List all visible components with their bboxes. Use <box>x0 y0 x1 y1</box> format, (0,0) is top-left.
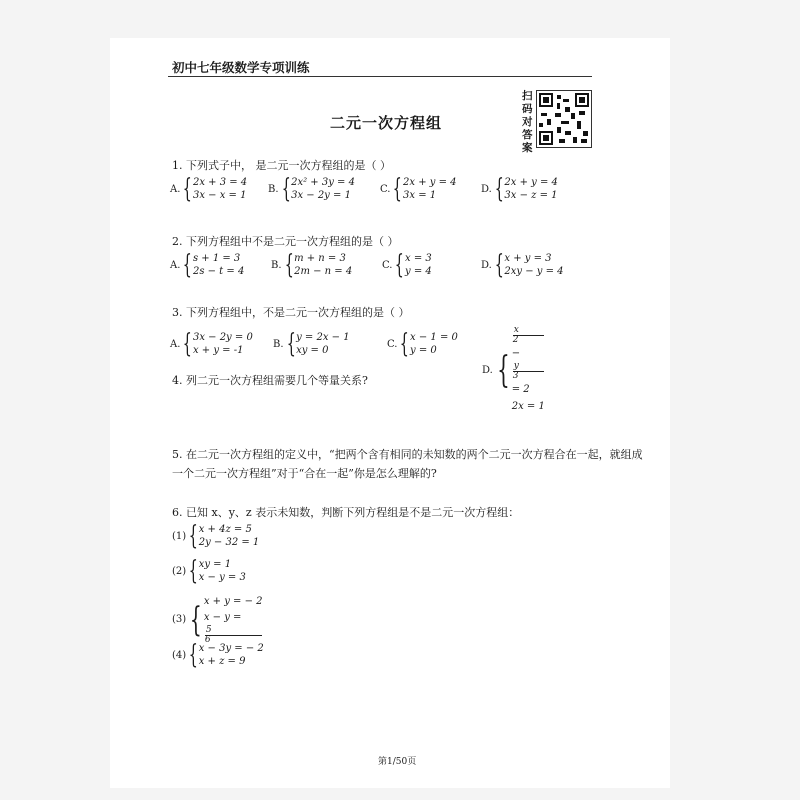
equation: x − 3y = − 2 <box>198 643 264 654</box>
q6-item-3[interactable] <box>172 594 263 645</box>
brace-icon: { <box>183 250 193 280</box>
item-label: (1) <box>172 530 187 542</box>
equation: x − y = 3 <box>198 572 246 583</box>
brace-icon: { <box>494 250 504 280</box>
q3-option-d[interactable] <box>482 326 545 415</box>
q5-line1: 5. 在二元一次方程组的定义中，“把两个含有相同的未知数的两个二元一次方程合在一起，就组成 <box>172 448 643 461</box>
fraction-numerator: 5 <box>205 626 262 636</box>
equation: x + y = 3 <box>504 253 552 264</box>
option-letter: A. <box>170 183 181 195</box>
fraction-denominator: 6 <box>204 635 211 645</box>
q4-stem: 4. 列二元一次方程组需要几个等量关系? <box>172 374 368 387</box>
equation: 2m − n = 4 <box>294 266 353 277</box>
q3-option-a[interactable] <box>170 331 253 357</box>
equation: 2x + 3 = 4 <box>192 177 248 188</box>
equation: x + y = -1 <box>192 345 244 356</box>
q6-item-4[interactable] <box>172 642 264 668</box>
q3-option-c[interactable] <box>387 331 458 357</box>
option-letter: C. <box>380 183 391 195</box>
qr-label: 扫码对答案 <box>522 90 533 154</box>
brace-icon: { <box>188 556 198 586</box>
equation: y = 0 <box>410 345 437 356</box>
brace-icon: { <box>494 174 504 204</box>
option-letter: B. <box>268 183 279 195</box>
option-letter: A. <box>170 259 181 271</box>
brace-icon: { <box>284 250 294 280</box>
q3-stem: 3. 下列方程组中，不是二元一次方程组的是（ ） <box>172 306 410 319</box>
item-label: (3) <box>172 614 187 625</box>
fraction-denominator: 3 <box>512 371 519 381</box>
equation: 3x − z = 1 <box>504 190 558 201</box>
equation: x + y = − 2 <box>203 596 263 607</box>
equation: xy = 0 <box>296 345 329 356</box>
option-letter: D. <box>481 183 492 195</box>
option-letter: B. <box>271 259 282 271</box>
page-sheet <box>110 38 670 788</box>
equation: 2s − t = 4 <box>192 266 245 277</box>
equation: 2x + y = 4 <box>403 177 457 188</box>
equation: y = 2x − 1 <box>296 332 350 343</box>
fraction-numerator: x <box>513 326 544 336</box>
header-rule <box>168 76 592 77</box>
brace-icon: { <box>188 640 198 670</box>
q1-option-a[interactable] <box>170 176 247 202</box>
q2-option-c[interactable] <box>382 252 432 278</box>
q6-item-1[interactable] <box>172 523 259 549</box>
option-letter: C. <box>387 338 398 350</box>
item-label: (4) <box>172 649 187 661</box>
fraction-numerator: y <box>513 362 544 372</box>
equation: y = 4 <box>405 266 432 277</box>
equation: 3x − 2y = 0 <box>192 332 253 343</box>
brace-icon: { <box>393 174 403 204</box>
item-label: (2) <box>172 565 187 577</box>
option-letter: D. <box>481 259 492 271</box>
equation: 3x − x = 1 <box>192 190 247 201</box>
brace-icon: { <box>286 329 296 359</box>
q6-item-2[interactable] <box>172 558 246 584</box>
q5-line2: 一个二元一次方程组”对于“合在一起”你是怎么理解的? <box>172 467 437 480</box>
q3-option-b[interactable] <box>273 331 350 357</box>
qr-code[interactable] <box>536 90 592 148</box>
brace-icon: { <box>183 329 193 359</box>
brace-icon: { <box>183 174 193 204</box>
equation: x − 1 = 0 <box>410 332 458 343</box>
equation-with-fractions: x 2 − y 3 = 2 <box>512 326 545 398</box>
equation: s + 1 = 3 <box>192 253 241 264</box>
q1-option-b[interactable] <box>268 176 355 202</box>
q6-stem: 6. 已知 x、y、z 表示未知数，判断下列方程组是不是二元一次方程组： <box>172 506 520 519</box>
equation: x + z = 9 <box>198 656 246 667</box>
option-letter: C. <box>382 259 393 271</box>
brace-icon: { <box>188 521 198 551</box>
equation: 2y − 32 = 1 <box>198 537 260 548</box>
equation: x = 3 <box>405 253 432 264</box>
equation-rest: = 2 <box>511 384 530 395</box>
q2-option-b[interactable] <box>271 252 352 278</box>
equation-prefix: x − y = <box>203 612 242 623</box>
equation: xy = 1 <box>198 559 232 570</box>
equation-with-fraction <box>204 610 263 645</box>
option-letter: D. <box>482 365 493 376</box>
q2-stem: 2. 下列方程组中不是二元一次方程组的是（ ） <box>172 235 399 248</box>
brace-icon: { <box>400 329 410 359</box>
document-header: 初中七年级数学专项训练 <box>172 60 310 75</box>
fraction-denominator: 2 <box>512 335 519 345</box>
brace-icon: { <box>281 174 291 204</box>
equation: m + n = 3 <box>294 253 346 264</box>
brace-icon: { <box>395 250 405 280</box>
equation: 3x − 2y = 1 <box>291 190 351 201</box>
q1-option-d[interactable] <box>481 176 558 202</box>
option-letter: A. <box>170 338 181 350</box>
page-number: 第1/50页 <box>378 757 417 767</box>
equation: 2x = 1 <box>511 401 545 412</box>
equation: 2x² + 3y = 4 <box>291 177 355 188</box>
equation: 2xy − y = 4 <box>504 266 564 277</box>
brace-icon: { <box>190 599 202 640</box>
q1-stem: 1. 下列式子中， 是二元一次方程组的是（ ） <box>172 159 391 172</box>
equation: 3x = 1 <box>403 190 437 201</box>
q2-option-a[interactable] <box>170 252 244 278</box>
page-title: 二元一次方程组 <box>330 114 443 132</box>
q2-option-d[interactable] <box>481 252 564 278</box>
equation: x + 4z = 5 <box>198 524 252 535</box>
brace-icon: { <box>496 349 510 391</box>
equation: 2x + y = 4 <box>504 177 558 188</box>
option-letter: B. <box>273 338 284 350</box>
q1-option-c[interactable] <box>380 176 457 202</box>
